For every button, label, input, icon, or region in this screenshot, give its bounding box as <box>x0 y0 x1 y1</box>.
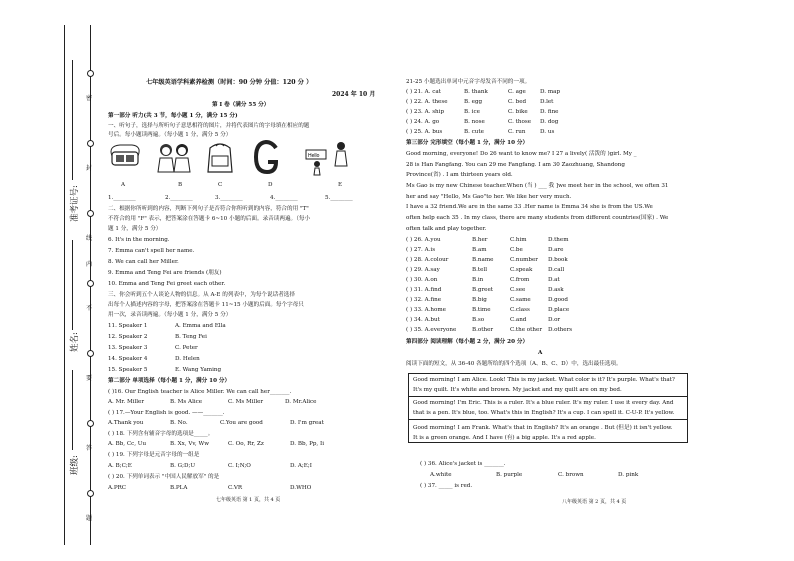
passage-line: It is a green orange. And I have (有) a big apple. It's a red apple. <box>413 435 596 441</box>
passage-label: A <box>538 350 543 356</box>
question: ( )16. Our English teacher is Alice Miller. We can call her_______. <box>108 389 292 395</box>
phonics-option: C. bed <box>508 99 527 105</box>
speaker-option: E. Wang Yaming <box>175 367 222 373</box>
question: 10. Emma and Teng Fei greet each other. <box>108 281 226 287</box>
cloze-option: B.her <box>472 237 488 243</box>
vr-headset-picture <box>108 142 142 174</box>
exam-title: 七年级英语学科素养检测（时间：90 分钟 分值：120 分 ） <box>146 79 313 86</box>
cloze-option: B.am <box>472 247 487 253</box>
instruction: 阅读下面的短文，从 36-40 各题所给的四个选项（A、B、C、D）中，选出最佳选项。 <box>406 361 622 367</box>
passage-box-eric <box>408 396 688 420</box>
speaker-option: C. Peter <box>175 345 198 351</box>
question: ( ) 18. 下列含有辅音字母的选项是_____。 <box>108 431 214 437</box>
cloze-line: often talk and play together. <box>406 226 487 232</box>
question: 8. We can call her Miller. <box>108 259 179 265</box>
cloze-option: C.the other <box>510 327 542 333</box>
picture-label: C <box>218 182 223 188</box>
cloze-option: C.from <box>510 277 530 283</box>
phonics-option: B. ice <box>464 109 480 115</box>
cloze-option: C.him <box>510 237 527 243</box>
phonics-option: D. dog <box>540 119 559 125</box>
cloze-line: Good morning, everyone! Do 26 want to know me? I 27 a lively( 活泼的 )girl. My _ <box>406 151 637 157</box>
cloze-option: D.ask <box>548 287 564 293</box>
cloze-option: B.in <box>472 277 484 283</box>
seal-char: 答 <box>86 445 93 452</box>
instruction: 三、你会听到五个人谈论人物的信息。从 A-E 的列表中，为每个说话者选择 <box>108 292 295 298</box>
cloze-item: ( ) 34. A.but <box>406 317 440 323</box>
option: B.PLA <box>170 485 188 491</box>
cloze-line: I have a 32 friend.We are in the same 33 .Her name is Emma 34 she is from the US.We <box>406 204 653 210</box>
phonics-item: ( ) 22. A. these <box>406 99 448 105</box>
cloze-option: D.good <box>548 297 568 303</box>
phonics-option: C. bike <box>508 109 528 115</box>
passage-line: that is a pen. It's blue, too. What's this in English? It's a cup. I can spell it. C-U-P. It's yellow. <box>413 410 675 416</box>
option: C. Ms Miller <box>228 399 264 405</box>
cloze-item: ( ) 32. A.fine <box>406 297 442 303</box>
phonics-option: D.let <box>540 99 554 105</box>
option: D. Bb, Pp, Ii <box>290 441 324 447</box>
option: A. B;C;E <box>108 463 132 469</box>
option: C. I;N;O <box>228 463 251 469</box>
cloze-item: ( ) 26. A.you <box>406 237 441 243</box>
cloze-option: D.at <box>548 277 560 283</box>
passage-box-frank <box>408 419 688 443</box>
exam-no-label: 准考证号: <box>70 185 80 222</box>
option: D.WHO <box>290 485 312 491</box>
cloze-option: D.place <box>548 307 570 313</box>
cloze-option: C.class <box>510 307 530 313</box>
option: D. I'm great <box>290 420 324 426</box>
seal-char: 要 <box>86 375 93 382</box>
instruction: 不符合的用 "F" 表示，把答案涂在答题卡 6~10 小题的后面。录音读两遍。（每小 <box>108 216 311 222</box>
phonics-option: B. egg <box>464 99 483 105</box>
phonics-option: B. thank <box>464 89 488 95</box>
speaker-option: A. Emma and Ella <box>175 323 226 329</box>
cloze-option: B.greet <box>472 287 494 293</box>
phonics-item: ( ) 23. A. ship <box>406 109 445 115</box>
seal-char: 内 <box>86 261 93 268</box>
seal-char: 题 <box>86 515 93 522</box>
passage-line: It's my quilt. It's white and brown. My jacket and my quilt are on my bed. <box>413 387 622 393</box>
cloze-line: her and say "Hello, Ms Gao"to her. We like her very much. <box>406 194 572 200</box>
option: B. G;D;U <box>170 463 196 469</box>
option: D. A;E;I <box>290 463 312 469</box>
cloze-option: C.see <box>510 287 526 293</box>
question: 6. It's in the morning. <box>108 237 170 243</box>
svg-text:Hello: Hello <box>308 153 320 159</box>
option: C. Oo, Rr, Zz <box>228 441 264 447</box>
cloze-item: ( ) 29. A.say <box>406 267 440 273</box>
phonics-option: C. those <box>508 119 532 125</box>
phonics-option: C. age <box>508 89 526 95</box>
phonics-option: C. run <box>508 129 526 135</box>
cloze-item: ( ) 30. A.on <box>406 277 438 283</box>
phonics-item: ( ) 24. A. go <box>406 119 440 125</box>
cloze-option: C.be <box>510 247 523 253</box>
passage-line: Good morning! I am Alice. Look! This is my jacket. What color is it? It's purple. What's that? <box>413 377 675 383</box>
cloze-item: ( ) 31. A.find <box>406 287 442 293</box>
cloze-line: Province(省) . I am thirteen years old. <box>406 172 513 178</box>
option: B. purple <box>496 472 523 478</box>
option: B. Ms Alice <box>170 399 203 405</box>
cloze-item: ( ) 33. A.home <box>406 307 446 313</box>
answer-blank[interactable]: 1.________ <box>108 195 136 201</box>
phonics-option: D. us <box>540 129 555 135</box>
speaker-item: 14. Speaker 4 <box>108 356 148 362</box>
speaker-item: 11. Speaker 1 <box>108 323 148 329</box>
cloze-option: D.book <box>548 257 568 263</box>
cloze-item: ( ) 35. A.everyone <box>406 327 457 333</box>
answer-blank[interactable]: 2.________ <box>165 195 193 201</box>
cloze-option: D.are <box>548 247 564 253</box>
cloze-option: B.tell <box>472 267 488 273</box>
cloze-item: ( ) 27. A.is <box>406 247 436 253</box>
instruction: 一、听句子，选择与所听句子意思相符的图片，并将代表图片的字母填在相应的题 <box>108 123 310 129</box>
option: D. Mr.Alice <box>285 399 317 405</box>
cloze-option: C.speak <box>510 267 533 273</box>
exam-date: 2024 年 10 月 <box>332 91 376 98</box>
letter-g-picture <box>252 140 282 176</box>
speaker-option: B. Teng Fei <box>175 334 207 340</box>
seal-char: 线 <box>86 235 93 242</box>
question: 7. Emma can't spell her name. <box>108 248 195 254</box>
greeting-picture <box>305 138 357 176</box>
phonics-option: B. cute <box>464 129 484 135</box>
speaker-option: D. Helen <box>175 356 200 362</box>
answer-blank[interactable]: 3.________ <box>215 195 243 201</box>
cloze-option: C.and <box>510 317 527 323</box>
binding-margin <box>0 0 100 561</box>
instruction: 21-25 小题选出单词中元音字母发音不同的一项。 <box>406 79 531 85</box>
option: C.You are good <box>220 420 263 426</box>
phonics-option: D. map <box>540 89 561 95</box>
picture-label: D <box>268 182 273 188</box>
question: ( ) 17.—Your English is good. ——_______. <box>108 410 225 416</box>
question: ( ) 19. 下列字母是元音字母的一组是 <box>108 452 200 458</box>
page-footer: 八年级英语 第 2 页，共 4 页 <box>562 499 627 505</box>
cloze-line: 28 is Han Fangfang. You can 29 me Fangfang. I am 30 Zaozhuang, Shandong <box>406 162 625 168</box>
instruction: 二、根据你所听到的内容，判断下列句子是否符合你所听到的内容，符合的用 "T" <box>108 206 309 212</box>
instruction: 题 1 分，满分 5 分） <box>108 226 162 232</box>
option: A. Bb, Cc, Uu <box>108 441 147 447</box>
cloze-option: D.call <box>548 267 565 273</box>
speaker-item: 13. Speaker 3 <box>108 345 148 351</box>
class-label: 班级: <box>70 455 80 475</box>
question: ( ) 20. 下列单词表示 "中国人民解放军" 的是 <box>108 474 220 480</box>
two-girls-picture <box>154 140 194 176</box>
cloze-option: C.same <box>510 297 531 303</box>
passage-line: Good morning! I am Frank. What's that in English? It's an orange . But (但是) it isn't yellow. <box>413 425 673 431</box>
cloze-option: B.so <box>472 317 485 323</box>
cloze-option: B.name <box>472 257 494 263</box>
part4-heading: 第四部分 阅读理解（每小题 2 分，满分 20 分） <box>406 339 529 345</box>
page-footer: 七年级英语 第 1 页，共 4 页 <box>216 497 281 503</box>
cloze-option: D.others <box>548 327 573 333</box>
name-label: 姓名: <box>70 332 80 352</box>
option: C. brown <box>558 472 584 478</box>
backpack-picture <box>204 140 236 176</box>
cloze-line: often help each 35 . In my class, there are many students from different countries(国家) . We <box>406 215 669 221</box>
question: ( ) 36. Alice's jacket is _______. <box>420 461 506 467</box>
picture-label: E <box>338 182 343 188</box>
option: D. pink <box>618 472 639 478</box>
option: C.VR <box>228 485 243 491</box>
cloze-item: ( ) 28. A.colour <box>406 257 449 263</box>
speaker-item: 12. Speaker 2 <box>108 334 148 340</box>
option: A.white <box>430 472 452 478</box>
option: A.Thank you <box>108 420 144 426</box>
option: A.PRC <box>108 485 127 491</box>
cloze-option: B.big <box>472 297 487 303</box>
cloze-option: C.number <box>510 257 538 263</box>
phonics-option: B. nose <box>464 119 485 125</box>
cloze-option: D.or <box>548 317 561 323</box>
part2-heading: 第二部分 单项选择（每小题 1 分，满分 10 分） <box>108 378 231 384</box>
passage-box-alice <box>408 373 688 397</box>
seal-char: 密 <box>86 95 93 102</box>
answer-blank[interactable]: 5.________ <box>325 195 353 201</box>
option: A. Mr. Miller <box>108 399 145 405</box>
page-2 <box>400 0 794 561</box>
option: B. Xx, Vv, Ww <box>170 441 209 447</box>
passage-line: Good morning! I'm Eric. This is a ruler. It's a blue ruler. It's my ruler. I use it every day. And <box>413 400 674 406</box>
part3-heading: 第三部分 完形填空（每小题 1 分，满分 10 分） <box>406 140 529 146</box>
page-1 <box>100 0 400 561</box>
answer-blank[interactable]: 4.________ <box>270 195 298 201</box>
section-heading: 第 I 卷（满分 55 分） <box>212 102 270 108</box>
question: 9. Emma and Teng Fei are friends (朋友) <box>108 270 222 276</box>
speaker-item: 15. Speaker 5 <box>108 367 148 373</box>
instruction: 出每个人描述内容的字母，把答案涂在答题卡 11~15 小题的后面。每个字母只 <box>108 302 304 308</box>
seal-char: 封 <box>86 165 93 172</box>
seal-char: 不 <box>86 305 93 312</box>
cloze-line: Ms Gao is my new Chinese teacher.When (当 ) ___ 我 ]we meet her in the school, we often 31 <box>406 183 669 189</box>
instruction: 用一次，录音读两遍。（每小题 1 分，满分 5 分） <box>108 312 232 318</box>
part1-heading: 第一部分 听力(共 3 节，每小题 1 分，满分 15 分) <box>108 113 238 119</box>
cloze-option: B.time <box>472 307 491 313</box>
picture-label: A <box>121 182 126 188</box>
phonics-option: D. fine <box>540 109 559 115</box>
phonics-item: ( ) 25. A. bus <box>406 129 443 135</box>
instruction: 号后。每小题读两遍。（每小题 1 分，满分 5 分） <box>108 132 232 138</box>
phonics-item: ( ) 21. A. cat <box>406 89 441 95</box>
picture-label: B <box>178 182 183 188</box>
cloze-option: B.other <box>472 327 494 333</box>
cloze-option: D.them <box>548 237 569 243</box>
question: ( ) 37. _____ is red. <box>420 483 473 489</box>
option: B. No. <box>170 420 188 426</box>
